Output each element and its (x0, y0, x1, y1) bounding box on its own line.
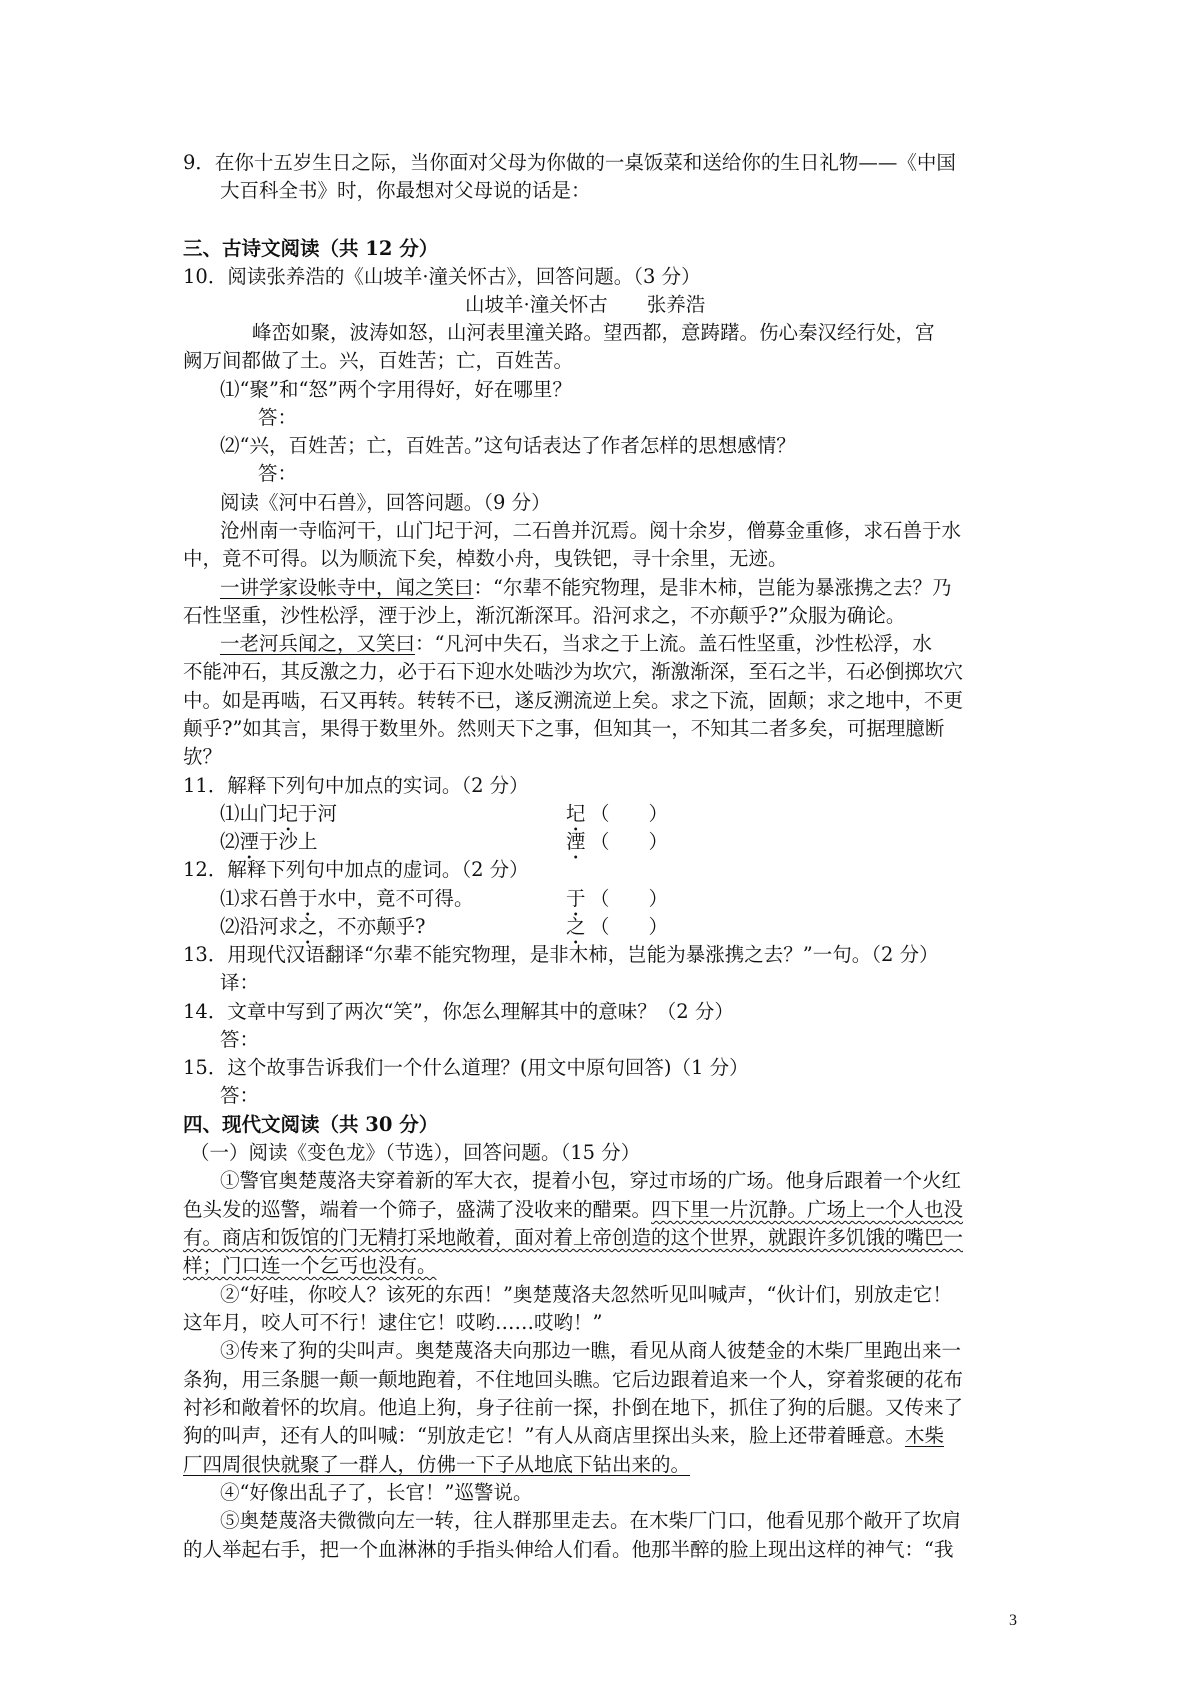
modern-p3-line4: 狗的叫声，还有人的叫喊：“别放走它！”有人从商店里探出头来，脸上还带着睡意。木柴 (183, 1424, 944, 1447)
q13-stem: 13．用现代汉语翻译“尔辈不能究物理，是非木柿，岂能为暴涨携之去？”一句。（2 分） (183, 943, 939, 966)
q15-stem: 15．这个故事告诉我们一个什么道理？(用文中原句回答)（1 分） (183, 1056, 749, 1079)
passage-p3-line2: 不能冲石，其反激之力，必于石下迎水处啮沙为坎穴，渐激渐深，至石之半，石必倒掷坎穴 (183, 660, 964, 683)
poem-line-1: 峰峦如聚，波涛如怒，山河表里潼关路。望西都，意踌躇。伤心秦汉经行处，宫 (252, 321, 935, 344)
dotted-word: 之 (298, 915, 318, 938)
q10-stem: 10．阅读张养浩的《山坡羊·潼关怀古》，回答问题。（3 分） (183, 265, 701, 288)
modern-p5-line1: ⑤奥楚蔑洛夫微微向左一转，往人群那里走去。在木柴厂门口，他看见那个敞开了坎肩 (220, 1509, 962, 1532)
section-3-title: 三、古诗文阅读（共 12 分） (183, 237, 439, 260)
q11-item-2: ⑵湮于沙上 (220, 830, 318, 853)
modern-p1-line1: ①警官奥楚蔑洛夫穿着新的军大衣，提着小包，穿过市场的广场。他身后跟着一个火红 (220, 1169, 962, 1192)
modern-p4: ④“好像出乱子了，长官！”巡警说。 (220, 1481, 533, 1504)
q11-blank-1: （ ） (590, 802, 669, 825)
modern-p3-line2: 条狗，用三条腿一颠一颠地跑着，不住地回头瞧。它后边跟着追来一个人，穿着浆硬的花布 (183, 1368, 964, 1391)
dotted-word: 湮 (239, 830, 260, 853)
dotted-word: 于 (298, 887, 318, 910)
q15-answer: 答： (220, 1084, 260, 1107)
q12-stem: 12．解释下列句中加点的虚词。（2 分） (183, 858, 529, 881)
passage-p1-line1: 沧州南一寺临河干，山门圮于河，二石兽并沉焉。阅十余岁，僧募金重修，求石兽于水 (220, 519, 962, 542)
passage-p3-line3: 中。如是再啮，石又再转。转转不已，遂反溯流逆上矣。求之下流，固颠；求之地中，不更 (183, 689, 964, 712)
q9-line1: 9．在你十五岁生日之际，当你面对父母为你做的一桌饭菜和送给你的生日礼物——《中国 (183, 151, 956, 174)
modern-p2-line1: ②“好哇，你咬人？该死的东西！”奥楚蔑洛夫忽然听见叫喊声，“伙计们，别放走它！ (220, 1283, 952, 1306)
modern-p1-line3: 有。商店和饭馆的门无精打采地敞着，面对着上帝创造的这个世界，就跟许多饥饿的嘴巴一 (183, 1226, 964, 1249)
q12-item-2: ⑵沿河求之，不亦颠乎? (220, 915, 426, 938)
section-4-title: 四、现代文阅读（共 30 分） (183, 1113, 439, 1136)
passage-p3-line1 (220, 631, 932, 657)
modern-p1-line2: 色头发的巡警，端着一个筛子，盛满了没收来的醋栗。四下里一片沉静。广场上一个人也没 (183, 1198, 964, 1221)
q12-blank-2: （ ） (590, 915, 669, 938)
passage-p3-line5: 欤？ (183, 745, 223, 768)
q13-answer: 译： (220, 971, 260, 994)
passage-p1-line2: 中，竟不可得。以为顺流下矣，棹数小舟，曳铁钯，寻十余里，无迹。 (183, 547, 788, 570)
q11-blank-2: （ ） (590, 830, 669, 853)
q10-sub-2: ⑵“兴，百姓苦；亡，百姓苦。”这句话表达了作者怎样的思想感情？ (220, 434, 796, 457)
q14-answer: 答： (220, 1028, 260, 1051)
modern-p5-line2: 的人举起右手，把一个血淋淋的手指头伸给人们看。他那半醉的脸上现出这样的神气：“我 (183, 1538, 954, 1561)
q10-sub-1: ⑴“聚”和“怒”两个字用得好，好在哪里？ (220, 378, 572, 401)
passage-text: ：“尔辈不能究物理，是非木柿，岂能为暴涨携之去？乃 (473, 576, 952, 599)
q12-item-1: ⑴求石兽于水中，竟不可得。 (220, 887, 474, 910)
underlined-phrase: 一老河兵闻之，又笑曰 (220, 632, 416, 655)
dotted-word: 圮 (278, 802, 299, 825)
modern-p1-line4: 样；门口连一个乞丐也没有。 (183, 1254, 437, 1277)
modern-p3-line1: ③传来了狗的尖叫声。奥楚蔑洛夫向那边一瞧，看见从商人彼楚金的木柴厂里跑出来一 (220, 1339, 962, 1362)
passage-text: ：“凡河中失石，当求之于上流。盖石性坚重，沙性松浮，水 (415, 632, 932, 655)
q11-word-2: 湮 (566, 830, 586, 853)
poem-title: 山坡羊·潼关怀古 张养浩 (465, 293, 706, 316)
modern-p3-line3: 衬衫和敞着怀的坎肩。他追上狗，身子往前一探，扑倒在地下，抓住了狗的后腿。又传来了 (183, 1396, 964, 1419)
poem-line-2: 阙万间都做了土。兴，百姓苦；亡，百姓苦。 (183, 349, 574, 372)
q12-word-2: 之 (566, 915, 586, 938)
q11-word-1: 圮 (566, 802, 586, 825)
modern-p3-line5: 厂四周很快就聚了一群人，仿佛一下子从地底下钻出来的。 (183, 1453, 691, 1476)
q9-line2: 大百科全书》时，你最想对父母说的话是： (220, 179, 591, 202)
page-number: 3 (1009, 1612, 1017, 1629)
passage-p2-line2: 石性坚重，沙性松浮，湮于沙上，渐沉渐深耳。沿河求之，不亦颠乎?”众服为确论。 (183, 604, 906, 627)
q10-answer-1: 答： (258, 406, 298, 429)
underlined-phrase: 木柴 (904, 1424, 944, 1447)
q12-word-1: 于 (566, 887, 586, 910)
wavy-underline-phrase: 四下里一片沉静。广场上一个人也没 (651, 1198, 964, 1221)
modern-p2-line2: 这年月，咬人可不行！逮住它！哎哟……哎哟！” (183, 1311, 603, 1334)
q10-answer-2: 答： (258, 462, 298, 485)
modern-intro: （一）阅读《变色龙》（节选），回答问题。（15 分） (190, 1141, 641, 1164)
passage-p2-line1 (220, 575, 952, 601)
q11-item-1: ⑴山门圮于河 (220, 802, 338, 825)
underlined-phrase: 一讲学家设帐寺中，闻之笑曰 (220, 576, 474, 599)
q11-stem: 11．解释下列句中加点的实词。（2 分） (183, 774, 529, 797)
q12-blank-1: （ ） (590, 887, 669, 910)
passage-intro: 阅读《河中石兽》，回答问题。（9 分） (220, 491, 551, 514)
q14-stem: 14．文章中写到了两次“笑”，你怎么理解其中的意味？（2 分） (183, 1000, 734, 1023)
passage-p3-line4: 颠乎?”如其言，果得于数里外。然则天下之事，但知其一，不知其二者多矣，可据理臆断 (183, 717, 945, 740)
